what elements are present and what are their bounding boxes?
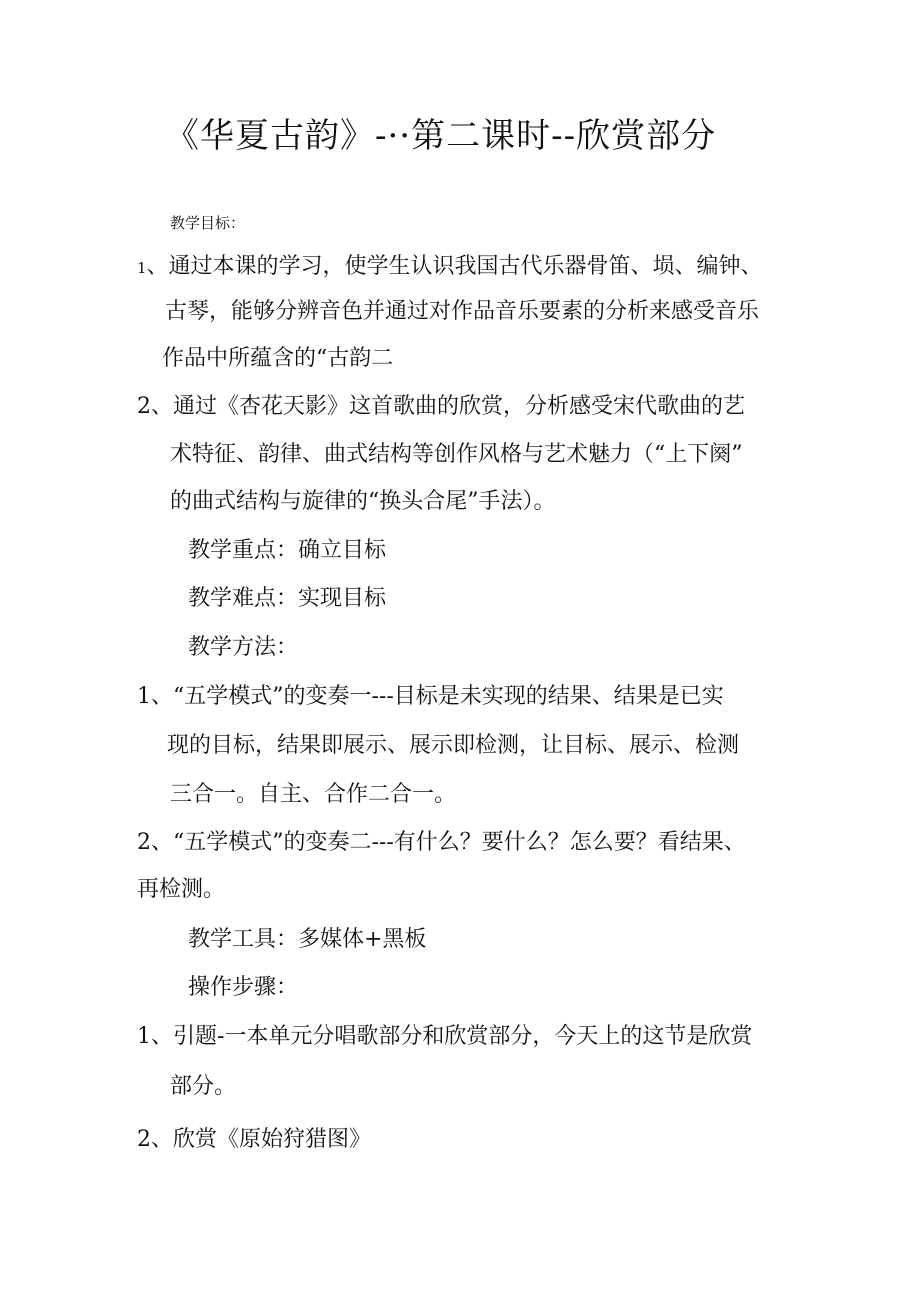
- method-1-line-2: 现的目标，结果即展示、展示即检测，让目标、展示、检测: [167, 733, 740, 758]
- step-1-line-2: 部分。: [170, 1074, 237, 1099]
- method-2-text-1: 、“五学模式”的变奏二---有什么？要什么？怎么要？看结果、: [151, 830, 746, 855]
- document-title: 《华夏古韵》-··第二课时--欣赏部分: [165, 116, 717, 156]
- difficult-point: 教学难点：实现目标: [188, 586, 387, 611]
- steps-heading: 操作步骤：: [188, 975, 299, 1000]
- step-1-text-1: 、引题-一本单元分唱歌部分和欣赏部分，今天上的这节是欣赏: [151, 1024, 753, 1049]
- goals-heading: 教学目标：: [170, 214, 246, 232]
- goal-1-number: 1: [137, 259, 147, 277]
- method-1-line-3: 三合一。自主、合作二合一。: [170, 782, 457, 807]
- method-1-number: 1: [137, 684, 151, 709]
- method-1-line-1: [137, 682, 724, 712]
- teaching-tools: 教学工具：多媒体+黑板: [188, 927, 427, 952]
- step-1-number: 1: [137, 1024, 151, 1049]
- goal-2-line-1: [137, 392, 745, 422]
- methods-heading: 教学方法：: [188, 635, 299, 660]
- key-point: 教学重点：确立目标: [188, 538, 387, 563]
- method-2-number: 2: [137, 830, 151, 855]
- goal-1-text-1: 、通过本课的学习，使学生认识我国古代乐器骨笛、埙、编钟、: [146, 254, 763, 279]
- step-2-number: 2: [137, 1127, 151, 1152]
- goal-2-line-3: 的曲式结构与旋律的“换头合尾”手法）。: [170, 489, 556, 514]
- goal-2-number: 2: [137, 394, 151, 419]
- goal-2-line-2: 术特征、韵律、曲式结构等创作风格与艺术魅力（“上下阕”: [170, 442, 743, 467]
- goal-1-line-2: 古琴，能够分辨音色并通过对作品音乐要素的分析来感受音乐: [165, 299, 760, 324]
- step-2-text-1: 、欣赏《原始狩猎图》: [151, 1127, 372, 1152]
- goal-2-text-1: 、通过《杏花天影》这首歌曲的欣赏，分析感受宋代歌曲的艺: [151, 394, 746, 419]
- step-1-line-1: [137, 1022, 752, 1052]
- method-2-line-1: [137, 828, 746, 858]
- goal-1-line-1: [137, 252, 763, 283]
- goal-1-line-3: 作品中所蕴含的“古韵二: [162, 346, 394, 371]
- method-2-line-2: 再检测。: [137, 877, 226, 902]
- method-1-text-1: 、“五学模式”的变奏一---目标是未实现的结果、结果是已实: [151, 684, 724, 709]
- step-2-line-1: [137, 1125, 371, 1155]
